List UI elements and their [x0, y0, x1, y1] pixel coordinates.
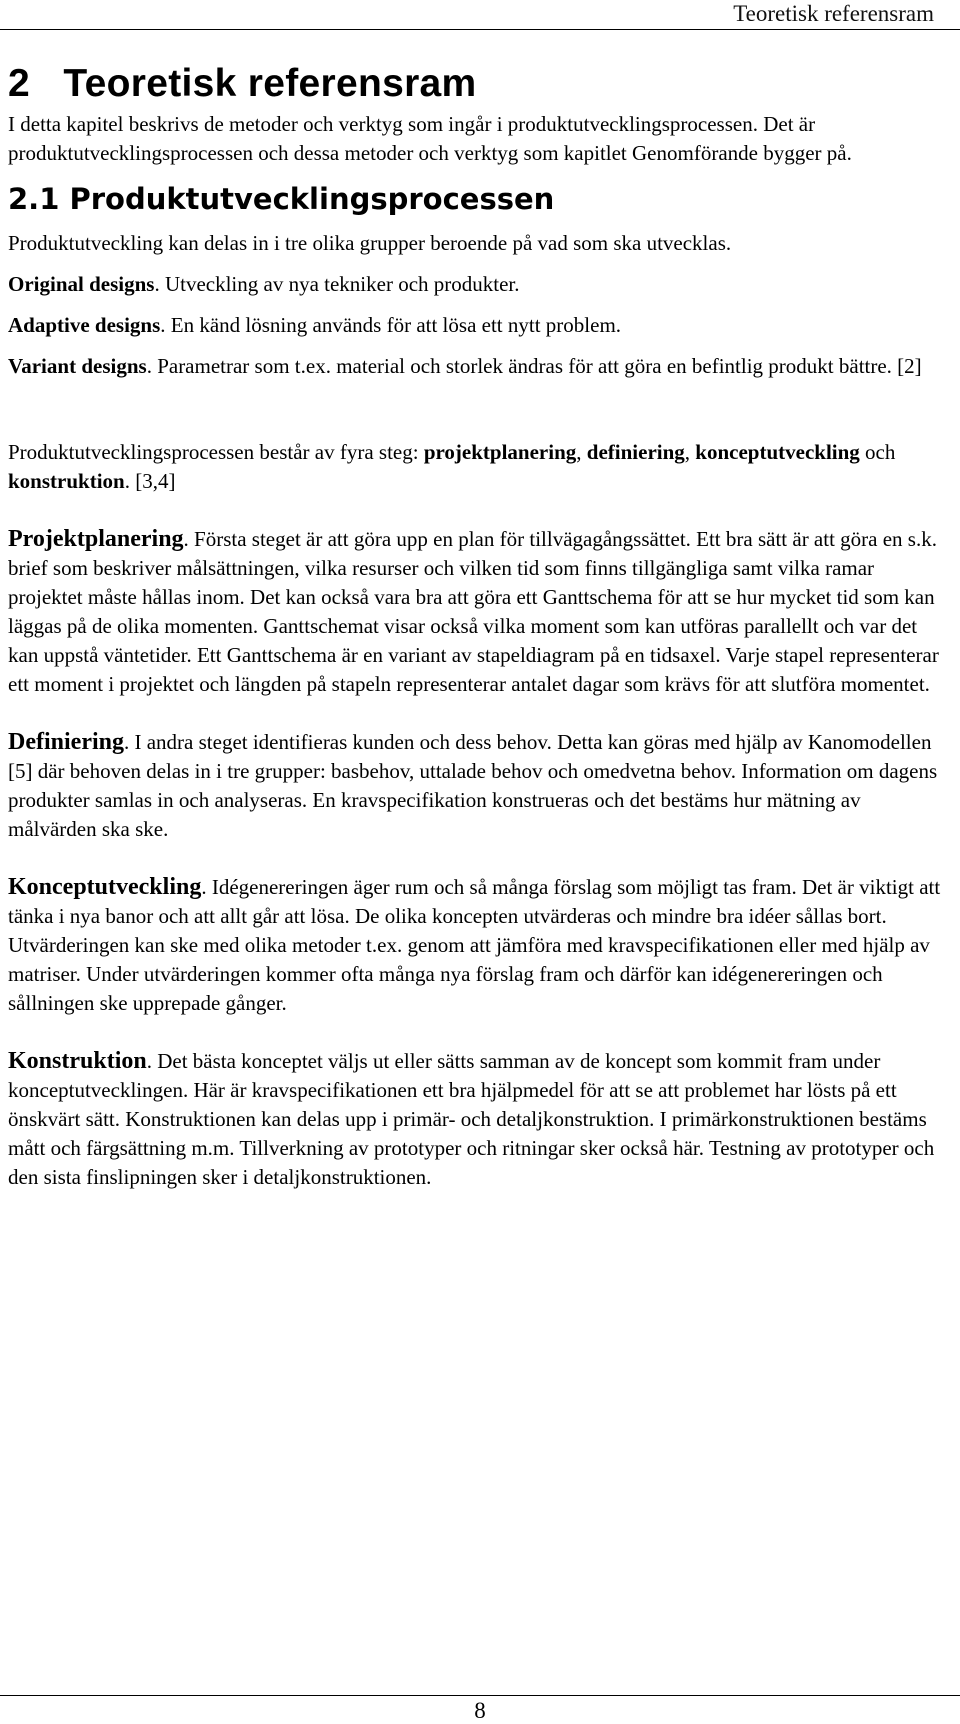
step-name-konceptutveckling: konceptutveckling	[695, 440, 860, 464]
step-term: Konstruktion	[8, 1048, 147, 1074]
design-term: Original designs	[8, 272, 155, 296]
chapter-title: 2 Teoretisk referensram	[8, 62, 477, 105]
page-content	[8, 58, 950, 1192]
section-lead: Produktutveckling kan delas in i tre olika grupper beroende på vad som ska utvecklas.	[8, 231, 732, 255]
steps-separator: ,	[684, 440, 696, 464]
step-definiering	[8, 728, 950, 844]
design-item-original	[8, 270, 950, 299]
step-name-konstruktion: konstruktion	[8, 469, 125, 493]
step-term: Definiering	[8, 729, 124, 755]
steps-separator: och	[859, 440, 896, 464]
section-title: 2.1 Produktutvecklingsprocessen	[8, 182, 555, 216]
running-header: Teoretisk referensram	[733, 1, 934, 26]
header-rule	[0, 29, 960, 30]
design-text: . En känd lösning används för att lösa ett nytt problem.	[160, 313, 622, 337]
design-item-adaptive	[8, 311, 950, 340]
design-term: Adaptive designs	[8, 313, 161, 337]
step-text: . Idégenereringen äger rum och så många förslag som möjligt tas fram. Det är viktigt att tänka i nya banor och att allt går att lösa. De olika koncepten utvärderas och mindre bra idéer sållas bort. Utvärderingen kan ske med olika metoder t.ex. genom att jämföra med kravspecifikationen eller med hjälp av matriser. Under utvärderingen kommer ofta många nya förslag fram och därför kan idégenereringen och sållningen ske upprepade gånger.	[8, 875, 941, 1015]
step-text: . I andra steget identifieras kunden och dess behov. Detta kan göras med hjälp av Kanomodellen [5] där behoven delas in i tre grupper: basbehov, uttalade behov och omedvetna behov. Information om dagens produkter samlas in och analyseras. En kravspecifikation konstrueras och det bestäms hur mätning av målvärden ska ske.	[8, 730, 938, 841]
step-konceptutveckling	[8, 873, 950, 1018]
steps-intro	[8, 438, 950, 496]
steps-separator: ,	[576, 440, 587, 464]
design-text: . Parametrar som t.ex. material och storlek ändras för att göra en befintlig produkt bättre. [2]	[146, 354, 922, 378]
step-term: Projektplanering	[8, 526, 184, 552]
step-text: . Första steget är att göra upp en plan för tillvägagångssättet. Ett bra sätt är att göra en s.k. brief som beskriver målsättningen, vilka resurser och vilken tid som finns tillgängliga samt vilka ramar projektet måste hållas inom. Det kan också vara bra att göra ett Ganttschema för att se hur mycket tid som kan läggas på de olika momenten. Ganttschemat visar också vilka moment som kan utföras parallellt och var det kan uppstå väntetider. Ett Ganttschema är en variant av stapeldiagram på en tidsaxel. Varje stapel representerar ett moment i projektet och längden på stapeln representerar antalet dagar som krävs för att slutföra momentet.	[8, 527, 939, 696]
steps-intro-text: Produktutvecklingsprocessen består av fyra steg:	[8, 440, 424, 464]
design-item-variant	[8, 352, 950, 381]
step-name-definiering: definiering	[586, 440, 685, 464]
page-number: 8	[474, 1698, 486, 1723]
step-name-projektplanering: projektplanering	[423, 440, 577, 464]
chapter-intro: I detta kapitel beskrivs de metoder och verktyg som ingår i produktutvecklingsprocessen. Det är produktutvecklingsprocessen och dessa metoder och verktyg som kapitlet Genomförande bygger på.	[8, 112, 852, 165]
step-projektplanering	[8, 525, 950, 699]
footer-rule	[0, 1695, 960, 1696]
design-text: . Utveckling av nya tekniker och produkter.	[154, 272, 520, 296]
step-text: . Det bästa konceptet väljs ut eller sätts samman av de koncept som kommit fram under konceptutvecklingen. Här är kravspecifikationen ett bra hjälpmedel för att se att problemet har lösts på ett önskvärt sätt. Konstruktionen kan delas upp i primär- och detaljkonstruktion. I primärkonstruktionen bestäms mått och färgsättning m.m. Tillverkning av prototyper och ritningar sker också här. Testning av prototyper och den sista finslipningen sker i detaljkonstruktionen.	[8, 1049, 935, 1189]
step-konstruktion	[8, 1047, 950, 1192]
design-term: Variant designs	[8, 354, 147, 378]
step-term: Konceptutveckling	[8, 874, 202, 900]
steps-citation: . [3,4]	[124, 469, 176, 493]
